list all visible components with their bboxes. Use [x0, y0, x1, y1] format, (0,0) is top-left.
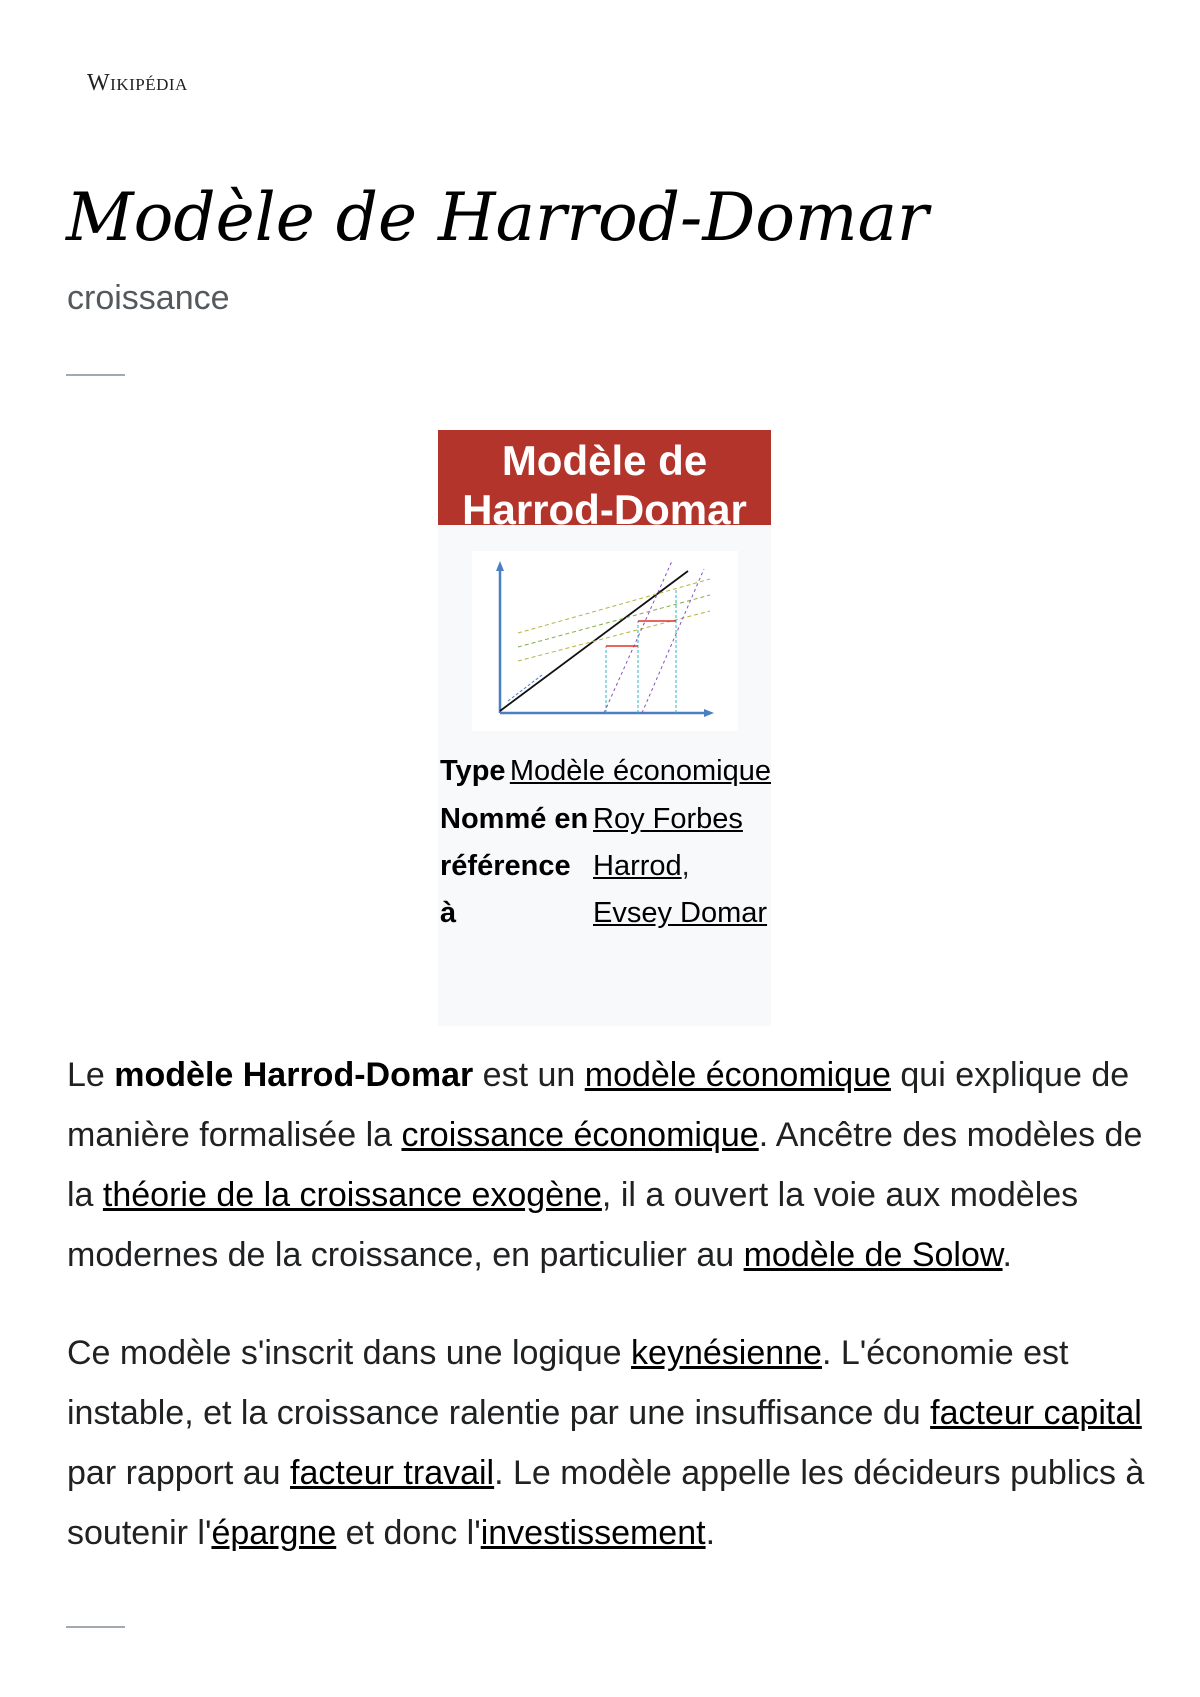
- infobox-rows: [440, 748, 771, 937]
- link-investissement[interactable]: investissement: [480, 1514, 706, 1552]
- page-title: Modèle de Harrod-Domar: [66, 179, 929, 256]
- link-epargne[interactable]: épargne: [211, 1514, 337, 1552]
- link-croissance-economique[interactable]: croissance économique: [401, 1116, 759, 1154]
- link-modele-de-solow[interactable]: modèle de Solow: [743, 1236, 1003, 1274]
- link-theorie-croissance-exogene[interactable]: théorie de la croissance exogène: [102, 1176, 602, 1214]
- bold-term: modèle Harrod-Domar: [114, 1056, 474, 1094]
- infobox-label-type: Type: [440, 755, 506, 787]
- infobox: [438, 430, 771, 1026]
- link-keynesienne[interactable]: keynésienne: [631, 1334, 822, 1372]
- link-roy-forbes-harrod[interactable]: Roy Forbes Harrod: [593, 803, 743, 882]
- link-facteur-travail[interactable]: facteur travail: [290, 1454, 495, 1492]
- link-facteur-capital[interactable]: facteur capital: [930, 1394, 1142, 1432]
- section-divider: [66, 1626, 125, 1628]
- title-divider: [66, 374, 125, 376]
- paragraph-keynesian: Ce modèle s'inscrit dans une logique keynésienne. L'économie est instable, et la croissance ralentie par une insuffisance du facteur capital par rapport au facteur travail. Le modèle appelle les décideurs publics à soutenir l'épargne et donc l'investissement.: [67, 1334, 1145, 1552]
- article-body: [67, 1045, 1147, 1563]
- page-subtitle: croissance: [67, 279, 230, 317]
- wikipedia-wordmark[interactable]: Wikipédia: [87, 70, 188, 96]
- link-modele-economique[interactable]: Modèle économique: [509, 755, 771, 787]
- infobox-row-named-after: Nommé en référence à Roy Forbes Harrod, Evsey Domar: [440, 796, 771, 937]
- infobox-label-named-after: Nommé en référence à: [440, 803, 589, 929]
- infobox-title: Modèle de Harrod-Domar: [438, 430, 771, 525]
- paragraph-intro: Le modèle Harrod-Domar est un modèle économique qui explique de manière formalisée la croissance économique. Ancêtre des modèles de la théorie de la croissance exogène, il a ouvert la voie aux modèles modernes de la croissance, en particulier au modèle de Solow.: [67, 1056, 1143, 1274]
- link-evsey-domar[interactable]: Evsey Domar: [593, 897, 768, 929]
- link-modele-economique-body[interactable]: modèle économique: [584, 1056, 891, 1094]
- harrod-domar-diagram[interactable]: [472, 551, 738, 731]
- infobox-row-type: [440, 748, 771, 795]
